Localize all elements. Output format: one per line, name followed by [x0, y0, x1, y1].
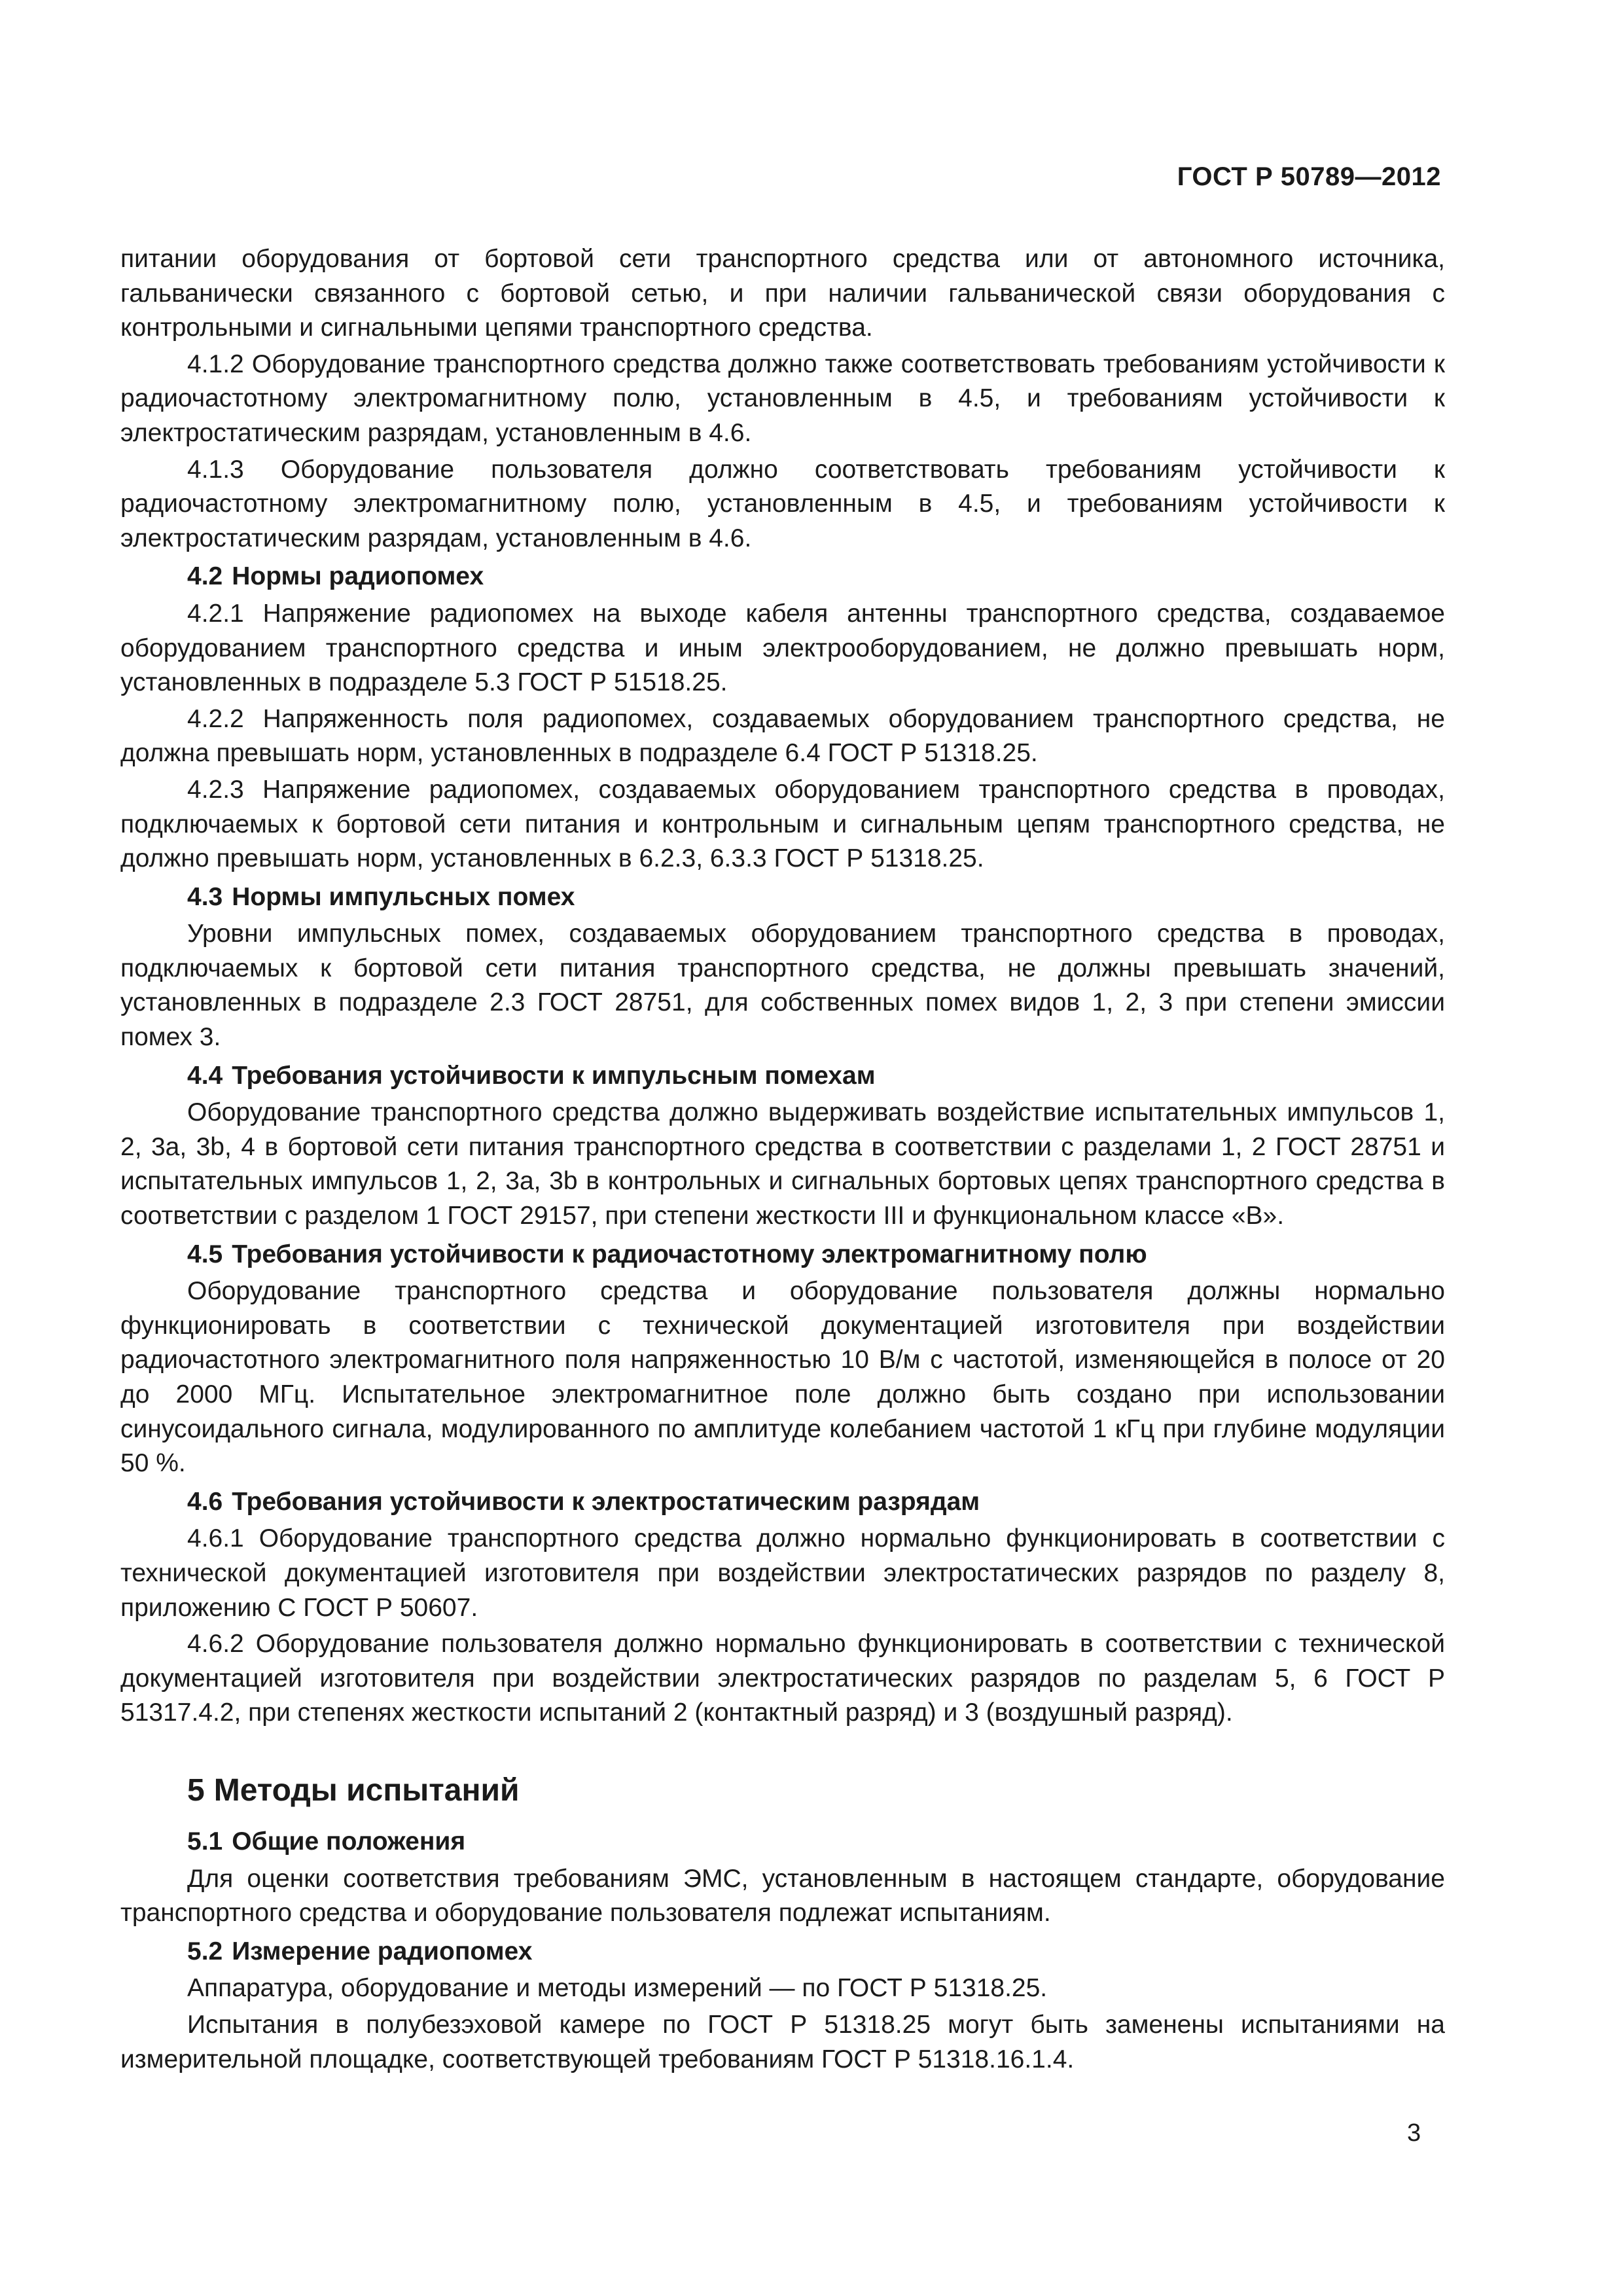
section-4-6-heading: [120, 1485, 1445, 1520]
section-title: Общие положения: [232, 1827, 466, 1856]
section-title: Нормы импульсных помех: [232, 882, 575, 911]
section-4-5-heading: [120, 1238, 1445, 1272]
section-number: 5.1: [187, 1827, 223, 1856]
section-5-1-heading: [120, 1825, 1445, 1859]
paragraph-4-6-2: 4.6.2 Оборудование пользователя должно нормально функционировать в соответствии с технической документацией изготовителя при воздействии электростатических разрядов по разделам 5, 6 ГОСТ Р 51317.4.2, при степенях жесткости испытаний 2 (контактный разряд) и 3 (воздушный разряд).: [120, 1630, 1445, 1727]
page-number: 3: [1407, 2119, 1421, 2147]
paragraph-4-3: Уровни импульсных помех, создаваемых оборудованием транспортного средства в проводах, подключаемых к бортовой сети питания транспортного средства, не должны превышать значений, установленных в подразделе 2.3 ГОСТ 28751, для собственных помех видов 1, 2, 3 при степени эмиссии помех 3.: [120, 920, 1445, 1052]
section-number: 4.3: [187, 882, 223, 911]
section-5-2-heading: [120, 1935, 1445, 1969]
paragraph-4-1-3: 4.1.3 Оборудование пользователя должно соответствовать требованиям устойчивости к радиочастотному электромагнитному полю, установленным в 4.5, и требованиям устойчивости к электростатическим разрядам, установленным в 4.6.: [120, 455, 1445, 552]
paragraph-4-4: Оборудование транспортного средства должно выдерживать воздействие испытательных импульсов 1, 2, 3a, 3b, 4 в бортовой сети питания транспортного средства в соответствии с разделами 1, 2 ГОСТ 28751 и испытательных импульсов 1, 2, 3a, 3b в контрольных и сигнальных бортовых цепях транспортного средства в соответствии с разделом 1 ГОСТ 29157, при степени жесткости III и функциональном классе «В».: [120, 1098, 1445, 1230]
section-number: 4.2: [187, 562, 223, 591]
section-4-3-heading: [120, 880, 1445, 915]
paragraph-4-2-1: 4.2.1 Напряжение радиопомех на выходе кабеля антенны транспортного средства, создаваемое оборудованием транспортного средства и иным электрооборудованием, не должно превышать норм, установленных в подразделе 5.3 ГОСТ Р 51518.25.: [120, 599, 1445, 697]
section-5-heading: [120, 1771, 1445, 1810]
section-number: 5: [187, 1772, 205, 1808]
section-title: Требования устойчивости к электростатическим разрядам: [232, 1487, 980, 1516]
section-number: 4.5: [187, 1240, 223, 1268]
page-body: [120, 242, 1445, 2077]
section-number: 4.6: [187, 1487, 223, 1516]
paragraph-4-1-2: 4.1.2 Оборудование транспортного средства должно также соответствовать требованиям устойчивости к радиочастотному электромагнитному полю, установленным в 4.5, и требованиям устойчивости к электростатическим разрядам, установленным в 4.6.: [120, 350, 1445, 447]
paragraph-4-5: Оборудование транспортного средства и оборудование пользователя должны нормально функционировать в соответствии с технической документацией изготовителя при воздействии радиочастотного электромагнитного поля напряженностью 10 В/м с частотой, изменяющейся в полосе от 20 до 2000 МГц. Испытательное электромагнитное поле должно быть создано при использовании синусоидального сигнала, модулированного по амплитуде колебанием частотой 1 кГц при глубине модуляции 50 %.: [120, 1277, 1445, 1478]
document-header: ГОСТ Р 50789—2012: [1177, 162, 1441, 191]
paragraph-4-2-3: 4.2.3 Напряжение радиопомех, создаваемых оборудованием транспортного средства в проводах, подключаемых к бортовой сети питания и контрольным и сигнальным цепям транспортного средства, не должно превышать норм, установленных в 6.2.3, 6.3.3 ГОСТ Р 51318.25.: [120, 775, 1445, 873]
paragraph-5-2-a: Аппаратура, оборудование и методы измерений — по ГОСТ Р 51318.25.: [187, 1974, 1048, 2003]
section-4-4-heading: [120, 1059, 1445, 1094]
paragraph-4-2-2: 4.2.2 Напряженность поля радиопомех, создаваемых оборудованием транспортного средства, не должна превышать норм, установленных в подразделе 6.4 ГОСТ Р 51318.25.: [120, 704, 1445, 768]
section-4-2-heading: [120, 560, 1445, 594]
paragraph-5-1: Для оценки соответствия требованиям ЭМС, установленным в настоящем стандарте, оборудование транспортного средства и оборудование пользователя подлежат испытаниям.: [120, 1864, 1445, 1928]
section-title: Требования устойчивости к импульсным помехам: [232, 1061, 876, 1090]
section-title: Нормы радиопомех: [232, 562, 484, 591]
paragraph-5-2-b: Испытания в полубезэховой камере по ГОСТ Р 51318.25 могут быть заменены испытаниями на измерительной площадке, соответствующей требованиям ГОСТ Р 51318.16.1.4.: [120, 2010, 1445, 2073]
section-title: Требования устойчивости к радиочастотному электромагнитному полю: [232, 1240, 1147, 1268]
paragraph-continuation: питании оборудования от бортовой сети транспортного средства или от автономного источника, гальванически связанного с бортовой сетью, и при наличии гальванической связи оборудования с контрольными и сигнальными цепями транспортного средства.: [120, 245, 1445, 342]
paragraph-4-6-1: 4.6.1 Оборудование транспортного средства должно нормально функционировать в соответствии с технической документацией изготовителя при воздействии электростатических разрядов по разделу 8, приложению С ГОСТ Р 50607.: [120, 1524, 1445, 1622]
section-title: Измерение радиопомех: [232, 1937, 533, 1965]
section-number: 4.4: [187, 1061, 223, 1090]
section-title: Методы испытаний: [213, 1772, 520, 1808]
section-number: 5.2: [187, 1937, 223, 1965]
